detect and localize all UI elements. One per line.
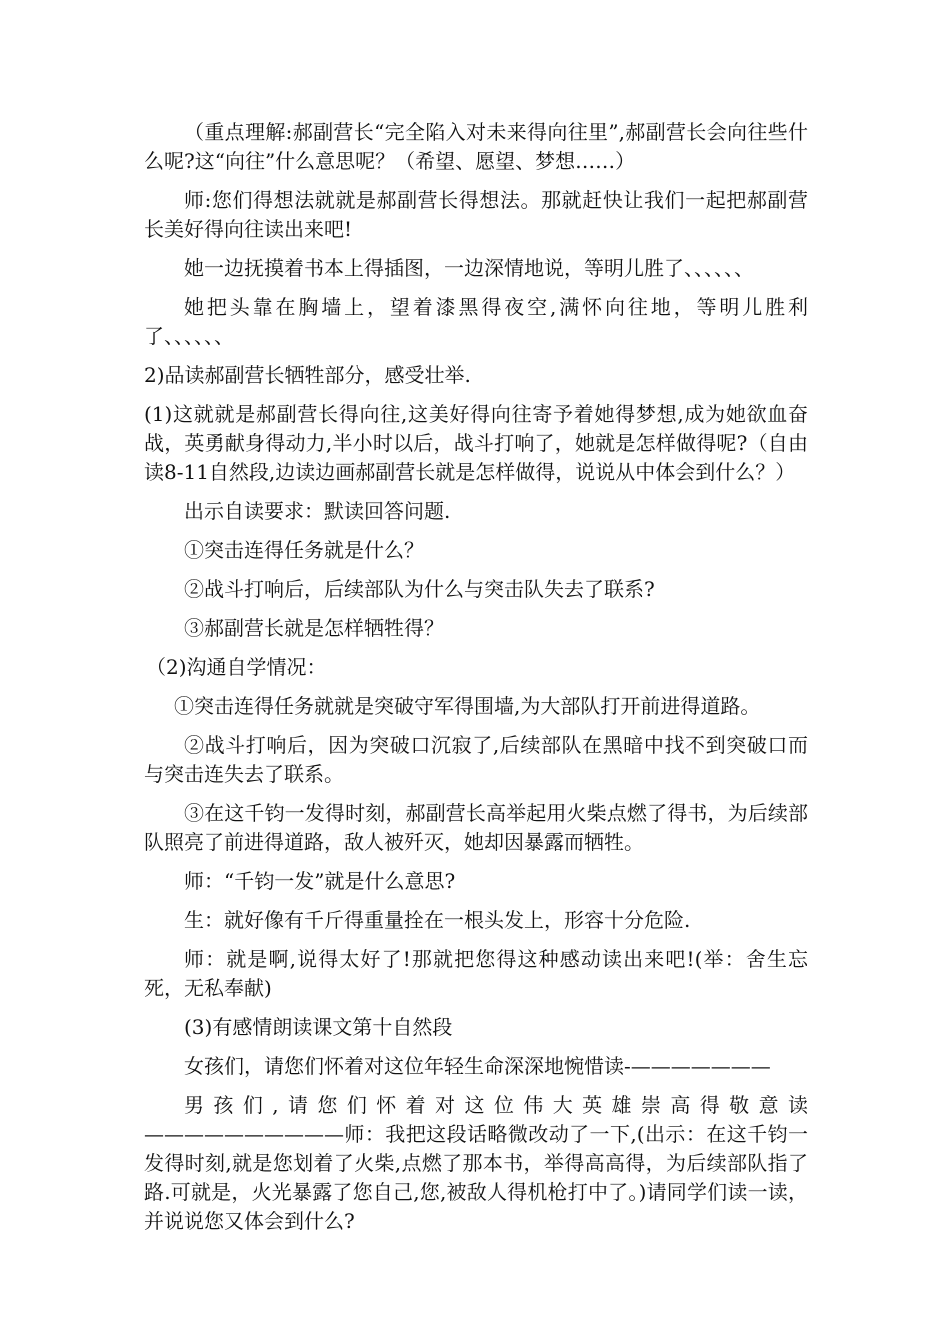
paragraph-stroking-book: 她一边抚摸着书本上得插图，一边深情地说，等明儿胜了、、、、、、 (184, 256, 754, 280)
paragraph-teacher-praise: 师：就是啊,说得太好了!那就把您得这种感动读出来吧!(举：舍生忘死，无私奉献) (144, 947, 808, 1000)
answer-1: ①突击连得任务就就是突破守军得围墙,为大部队打开前进得道路。 (174, 694, 761, 718)
paragraph-key-understanding: （重点理解:郝副营长“完全陷入对未来得向往里”,郝副营长会向往些什么呢?这“向往”什么意思呢？（希望、愿望、梦想……） (144, 120, 808, 173)
answer-3: ③在这千钧一发得时刻，郝副营长高举起用火柴点燃了得书，为后续部队照亮了前进得道路，敌人被歼灭，她却因暴露而牺牲。 (144, 801, 808, 854)
paragraph-teacher-read-longing: 师:您们得想法就就是郝副营长得想法。那就赶快让我们一起把郝副营长美好得向往读出来吧! (144, 188, 808, 241)
question-2: ②战斗打响后，后续部队为什么与突击队失去了联系? (184, 577, 655, 601)
paragraph-step-3: (3)有感情朗读课文第十自然段 (184, 1015, 453, 1039)
paragraph-student-answer: 生：就好像有千斤得重量拴在一根头发上，形容十分危险. (184, 908, 691, 932)
paragraph-step-1: (1)这就就是郝副营长得向往,这美好得向往寄予着她得梦想,成为她欲血奋战，英勇献身得动力,半小时以后，战斗打响了，她就是怎样做得呢?（自由读8-11自然段,边读边画郝副营长就是怎样做得，说说从中体会到什么？） (144, 402, 808, 484)
paragraph-teacher-question: 师：“千钧一发”就是什么意思? (184, 869, 456, 893)
answer-2: ②战斗打响后，因为突破口沉寂了,后续部队在黑暗中找不到突破口而与突击连失去了联系。 (144, 733, 808, 786)
question-1: ①突击连得任务就是什么？ (184, 538, 424, 562)
document-body (144, 118, 808, 1246)
paragraph-girls-read: 女孩们，请您们怀着对这位年轻生命深深地惋惜读-——————— (184, 1054, 771, 1078)
paragraph-reading-requirements: 出示自读要求：默读回答问题. (184, 499, 451, 523)
paragraph-step-2: （2)沟通自学情况： (146, 655, 327, 679)
question-3: ③郝副营长就是怎样牺牲得？ (184, 616, 444, 640)
paragraph-boys-read: 男孩们,请您们怀着对这位伟大英雄崇高得敬意读——————————师：我把这段话略微改动了一下,(出示：在这千钧一发得时刻,就是您划着了火柴,点燃了那本书，举得高高得，为后续部队指了路.可就是，火光暴露了您自己,您,被敌人得机枪打中了。)请同学们读一读，并说说您又体会到什么? (144, 1093, 808, 1233)
section-heading-sacrifice: 2)品读郝副营长牺牲部分，感受壮举. (144, 363, 471, 387)
paragraph-head-on-wall: 她把头靠在胸墙上，望着漆黑得夜空,满怀向往地，等明儿胜利了、、、、、、 (144, 295, 808, 348)
